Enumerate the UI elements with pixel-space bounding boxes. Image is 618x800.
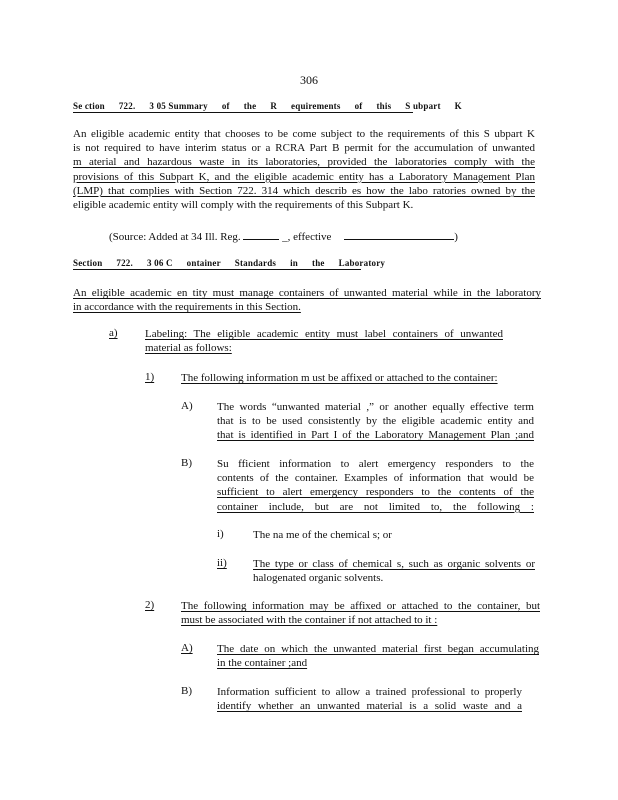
list-label-ii: ii) [217, 557, 227, 569]
list-item-i [253, 528, 403, 542]
list-label-2: 2) [145, 599, 155, 611]
text-line-underlined: material as follows: [145, 342, 232, 355]
heading-word: 3 05 Summary [149, 101, 208, 111]
text-line: The na me of the chemical s; or [253, 529, 392, 541]
text-line: Su fficient information to alert emergency responders to the [217, 458, 534, 470]
text-line-underlined: m aterial and hazardous waste in its laboratories, provided the laboratories comply with the [73, 156, 535, 169]
list-item-1B [217, 457, 534, 514]
heading-word: this [376, 101, 392, 111]
heading-word: Laboratory [338, 258, 386, 268]
heading-word: 722. [118, 101, 136, 111]
source-prefix: (Source: Added at 34 Ill. Reg. [109, 231, 241, 243]
heading-word: ontainer [186, 258, 221, 268]
heading-word: 722. [116, 258, 133, 268]
text-line-underlined: in the container ;and [217, 657, 308, 670]
section-heading-306 [73, 258, 386, 270]
blank-line [243, 229, 279, 240]
list-item-a [145, 327, 503, 355]
text-line: halogenated organic solvents. [253, 572, 384, 585]
text-line-underlined: identify whether an unwanted material is a solid waste and a [217, 700, 522, 713]
section-heading-305 [73, 101, 462, 113]
list-label-a: a) [109, 327, 118, 339]
page-number: 306 [300, 73, 318, 87]
heading-word: the [243, 101, 257, 111]
text-line: is not required to have interim status or a RCRA Part B permit for the accumulation of unwanted [73, 142, 535, 155]
list-item-2A [217, 642, 539, 670]
list-label-1A: A) [181, 400, 193, 412]
text-line: The words “unwanted material ,” or another equally effective term [217, 401, 534, 413]
text-line-underlined: The following information may be affixed or attached to the container, but [181, 600, 540, 612]
heading-word: in [290, 258, 299, 268]
text-line-underlined: in accordance with the requirements in this Section. [73, 301, 301, 314]
heading-word: Section [73, 258, 103, 268]
heading-word: Se ction [73, 101, 105, 111]
source-suffix: ) [454, 231, 458, 243]
text-line-underlined: sufficient to alert emergency responders to the contents of the [217, 486, 534, 499]
text-line-underlined: The following information m ust be affixed or attached to the container: [181, 372, 498, 384]
blank-line [344, 229, 454, 240]
heading-word: Standards [234, 258, 277, 268]
text-line-underlined: container include, but are not limited to, the following : [217, 500, 534, 513]
list-label-2A: A) [181, 642, 193, 654]
paragraph-container-intro [73, 286, 541, 314]
heading-word: K [454, 101, 462, 111]
heading-word: R [270, 101, 278, 111]
text-line: Information sufficient to allow a trained professional to properly [217, 686, 522, 698]
heading-word: equirements [291, 101, 341, 111]
text-line-underlined: that is identified in Part I of the Laboratory Management Plan ;and [217, 429, 534, 442]
list-item-1A [217, 400, 534, 443]
list-label-2B: B) [181, 685, 192, 697]
heading-word: of [221, 101, 230, 111]
text-line-underlined: (LMP) that complies with Section 722. 314 which describ es how the labo ratories owned by the [73, 184, 535, 197]
text-line: eligible academic entity will comply with the requirements of this Subpart K. [73, 199, 414, 212]
source-middle: _, effective [282, 231, 332, 243]
list-label-1: 1) [145, 371, 155, 383]
list-item-ii [253, 557, 535, 585]
list-item-2 [181, 599, 540, 627]
source-citation [109, 229, 458, 243]
heading-word: 3 06 C [146, 258, 173, 268]
text-line-underlined: An eligible academic en tity must manage containers of unwanted material while in the laboratory [73, 287, 541, 299]
text-line: An eligible academic entity that chooses to be come subject to the requirements of this S ubpart K [73, 128, 535, 140]
text-line: that is to be used consistently by the eligible academic entity and [217, 415, 534, 428]
heading-word: S ubpart [405, 101, 441, 111]
text-line: contents of the container. Examples of information that would be [217, 472, 534, 485]
list-label-i: i) [217, 528, 224, 540]
text-line-underlined: The type or class of chemical s, such as organic solvents or [253, 558, 535, 570]
text-line-underlined: provisions of this Subpart K, and the eligible academic entity has a Laboratory Management Plan [73, 170, 535, 183]
list-item-1 [181, 371, 526, 385]
list-label-1B: B) [181, 457, 192, 469]
text-line-underlined: The date on which the unwanted material first began accumulating [217, 643, 539, 655]
paragraph-summary [73, 127, 535, 212]
heading-word: of [354, 101, 363, 111]
list-item-2B [217, 685, 522, 713]
text-line-underlined: Labeling: The eligible academic entity must label containers of unwanted [145, 328, 503, 340]
text-line-underlined: must be associated with the container if not attached to it : [181, 614, 438, 627]
heading-word: the [312, 258, 325, 268]
